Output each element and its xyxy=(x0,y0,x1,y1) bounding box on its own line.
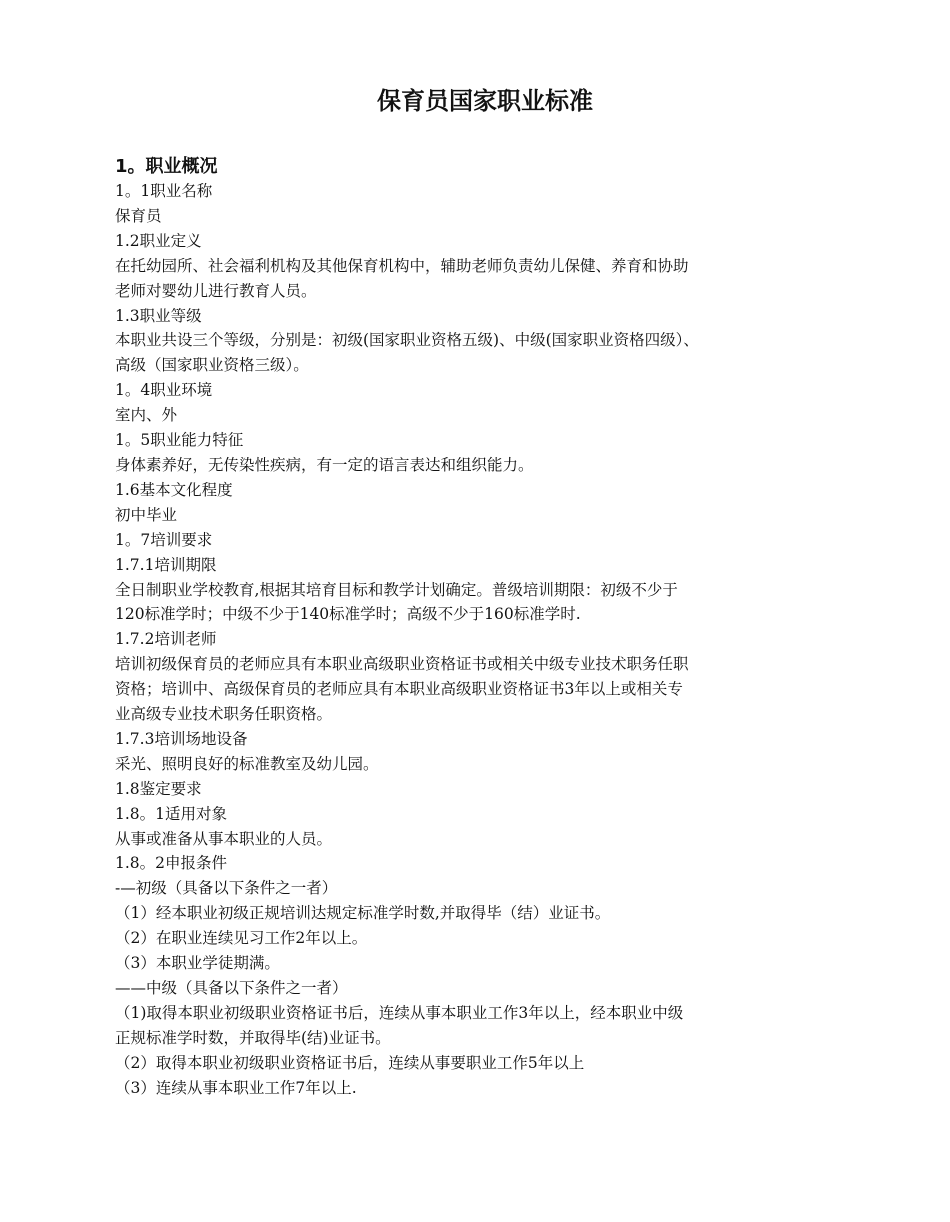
text-line: 1。7培训要求 xyxy=(115,530,213,549)
text-line: 1.8鉴定要求 xyxy=(115,779,202,798)
text-line: 在托幼园所、社会福利机构及其他保育机构中，辅助老师负责幼儿保健、养育和协助 xyxy=(115,256,689,275)
text-line: 资格；培训中、高级保育员的老师应具有本职业高级职业资格证书3年以上或相关专 xyxy=(115,680,683,699)
text-line: 业高级专业技术职务任职资格。 xyxy=(115,705,333,724)
text-line: （1)取得本职业初级职业资格证书后，连续从事本职业工作3年以上，经本职业中级 xyxy=(115,1003,684,1022)
text-line: 身体素养好，无传染性疾病，有一定的语言表达和组织能力。 xyxy=(115,455,534,474)
text-line: 保育员 xyxy=(115,206,162,225)
text-line: 室内、外 xyxy=(115,406,178,425)
text-line: 采光、照明良好的标准教室及幼儿园。 xyxy=(115,754,379,773)
text-line: （3）本职业学徒期满。 xyxy=(115,954,280,973)
text-line: 1.8。2申报条件 xyxy=(115,854,228,873)
text-line: ——中级（具备以下条件之一者） xyxy=(115,979,348,997)
text-line: 1.3职业等级 xyxy=(115,306,202,325)
text-line: 1.7.3培训场地设备 xyxy=(115,729,248,748)
text-line: 1。1职业名称 xyxy=(115,182,213,200)
text-line: （2）在职业连续见习工作2年以上。 xyxy=(115,929,368,948)
text-line: 1.8。1适用对象 xyxy=(115,804,228,823)
text-line: 本职业共设三个等级，分别是：初级(国家职业资格五级)、中级(国家职业资格四级）、 xyxy=(115,331,699,350)
text-line: 培训初级保育员的老师应具有本职业高级职业资格证书或相关中级专业技术职务任职 xyxy=(115,655,689,674)
text-line: 高级（国家职业资格三级）。 xyxy=(115,356,309,375)
text-line: 全日制职业学校教育,根据其培育目标和教学计划确定。普级培训期限：初级不少于 xyxy=(115,580,678,599)
text-line: 1.7.1培训期限 xyxy=(115,555,217,574)
document-body xyxy=(115,179,855,1101)
text-line: （2）取得本职业初级职业资格证书后，连续从事要职业工作5年以上 xyxy=(115,1053,585,1072)
text-line: 1.7.2培训老师 xyxy=(115,630,217,649)
text-line: （1）经本职业初级正规培训达规定标准学时数,并取得毕（结）业证书。 xyxy=(115,904,611,923)
document-title: 保育员国家职业标准 xyxy=(377,87,593,115)
text-line: 正规标准学时数，并取得毕(结)业证书。 xyxy=(115,1028,391,1047)
text-line: 120标准学时；中级不少于140标准学时；高级不少于160标准学时. xyxy=(115,605,581,624)
document-page xyxy=(115,84,855,1101)
text-line: （3）连续从事本职业工作7年以上. xyxy=(115,1078,357,1097)
text-line: 老师对婴幼儿进行教育人员。 xyxy=(115,281,317,300)
text-line: 1。5职业能力特征 xyxy=(115,431,244,450)
text-line: 1.2职业定义 xyxy=(115,231,202,250)
text-line: 1。4职业环境 xyxy=(115,381,213,400)
text-line: 1.6基本文化程度 xyxy=(115,480,233,499)
section-heading: 1。职业概况 xyxy=(115,156,218,177)
text-line: 从事或准备从事本职业的人员。 xyxy=(115,829,333,848)
text-line: -—初级（具备以下条件之一者） xyxy=(115,879,338,898)
text-line: 初中毕业 xyxy=(115,505,178,524)
